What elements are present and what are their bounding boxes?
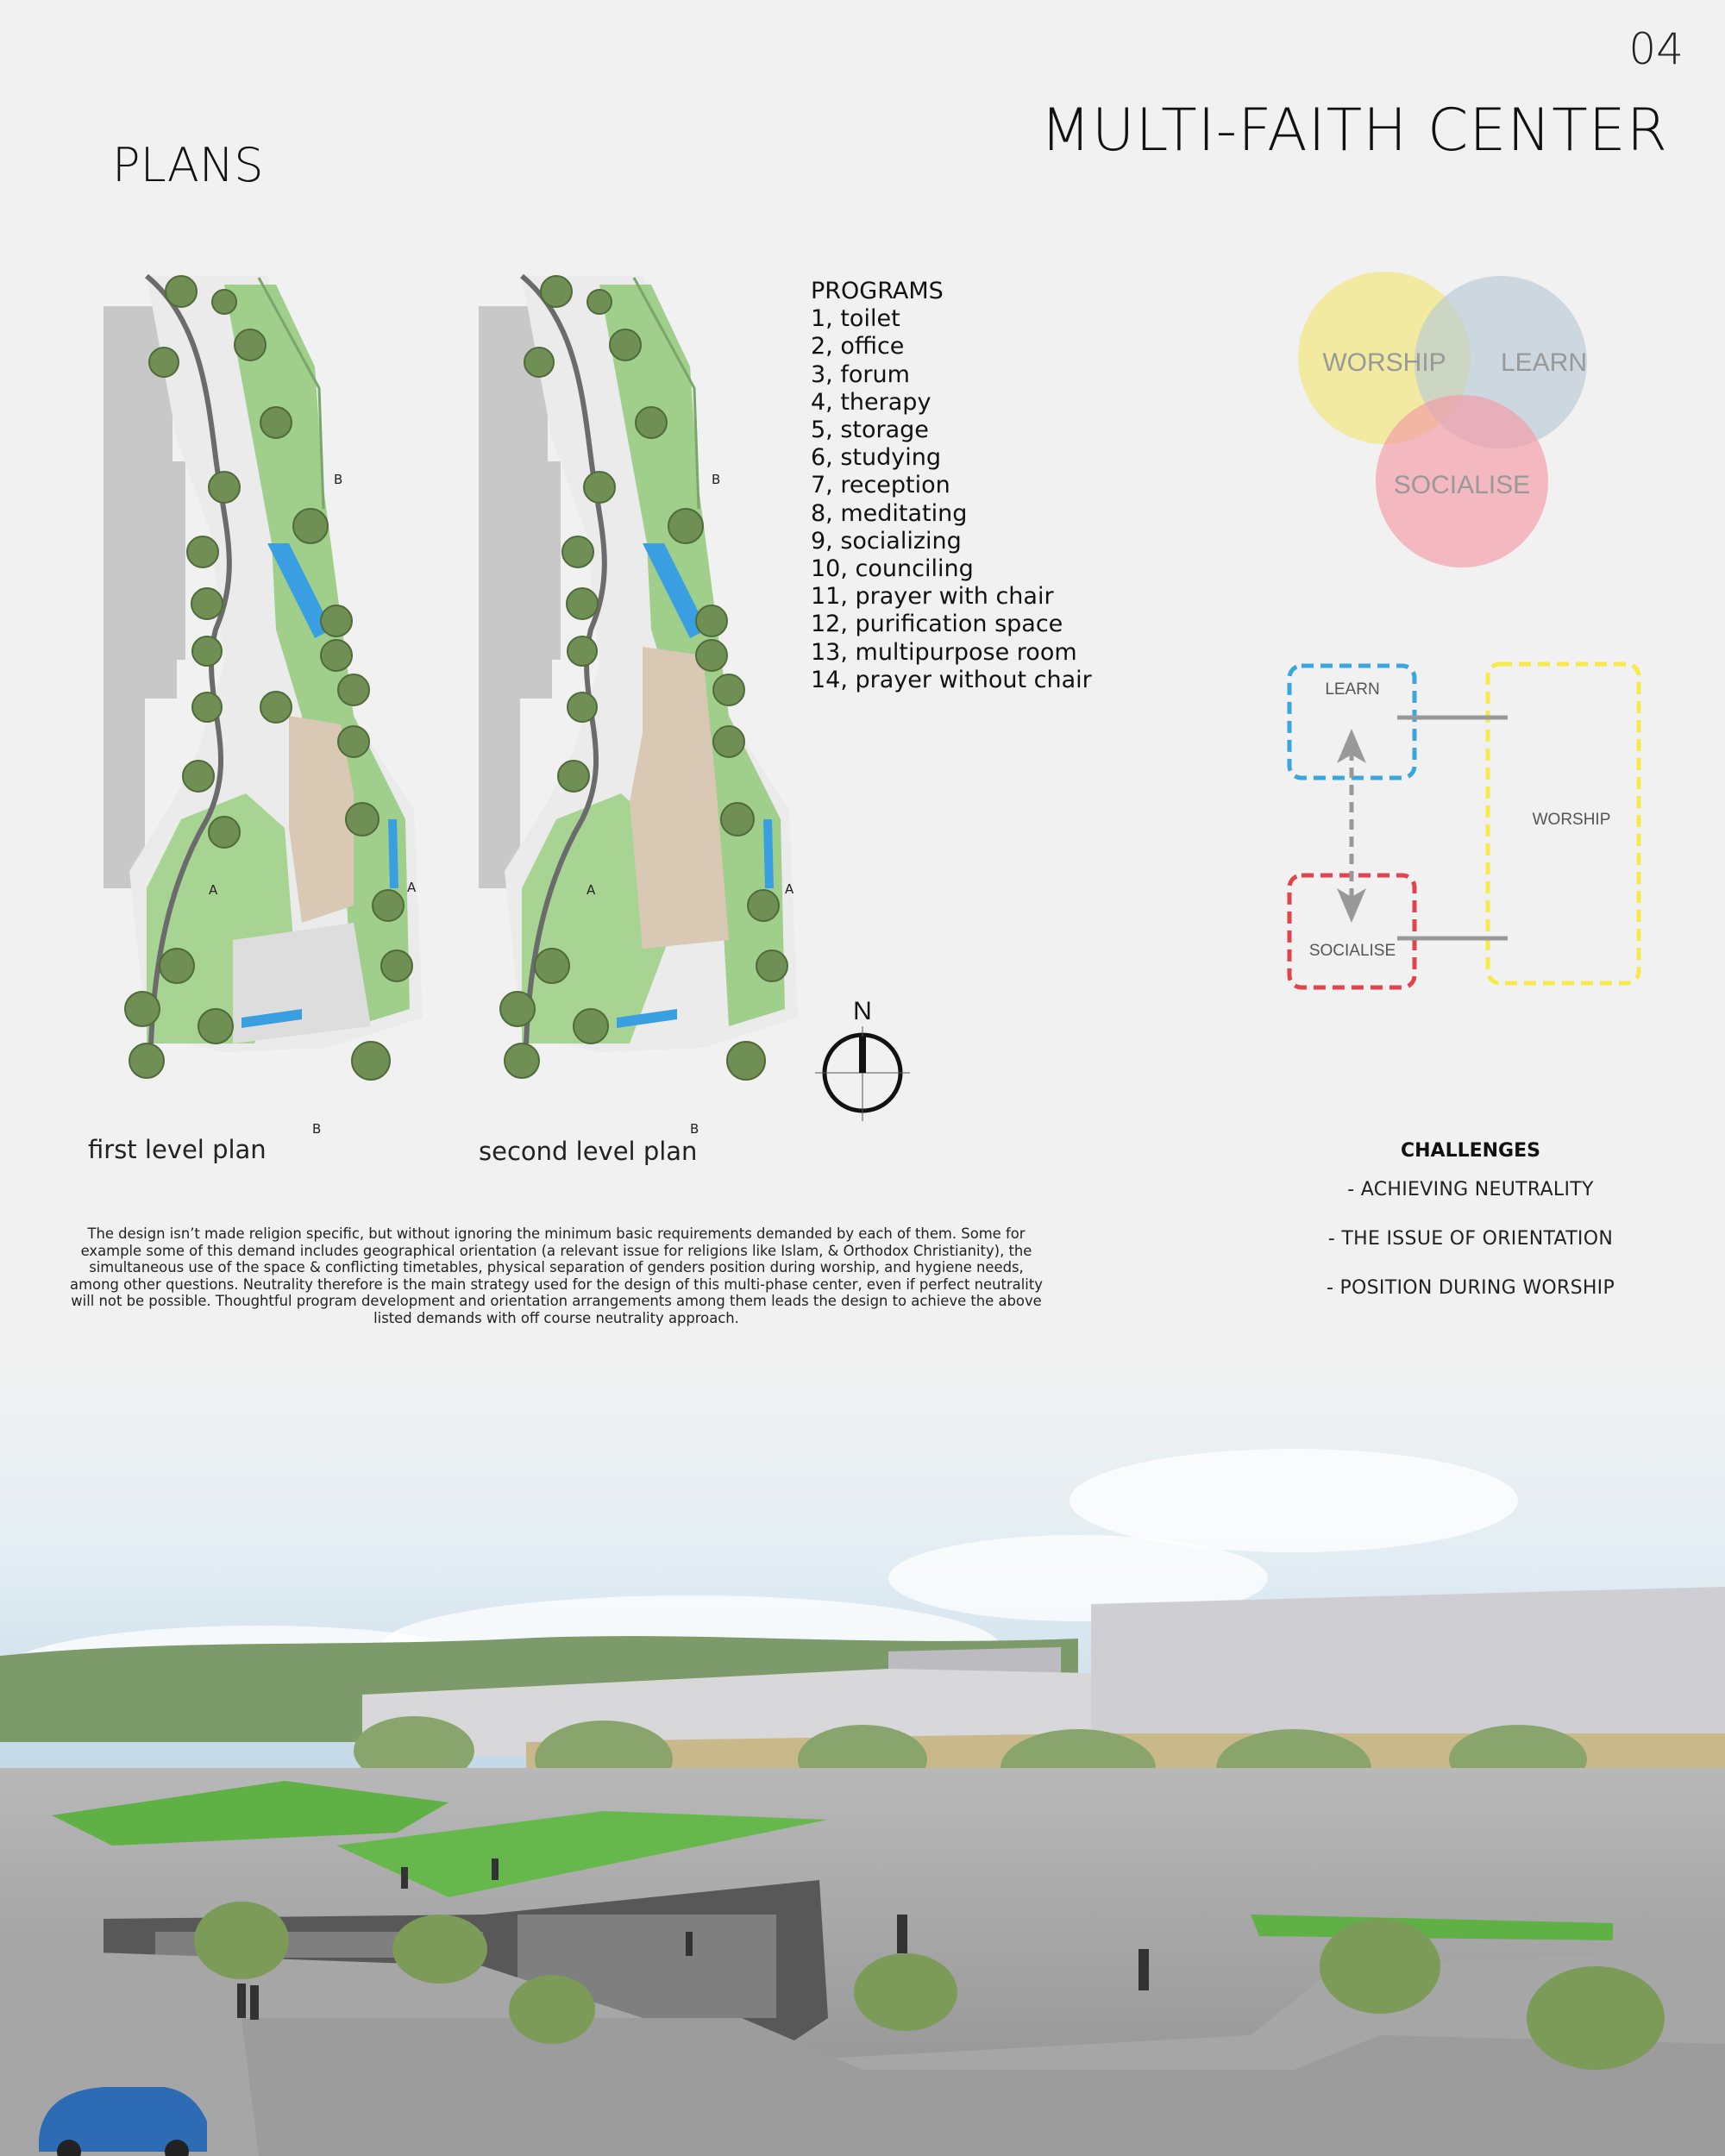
second-level-plan-drawing — [470, 267, 815, 1130]
venn-worship-label: WORSHIP — [1322, 348, 1446, 377]
challenges-title: CHALLENGES — [1401, 1140, 1540, 1162]
north-label: N — [853, 997, 872, 1025]
program-relation-diagram — [1276, 655, 1656, 992]
venn-socialise-label: SOCIALISE — [1393, 471, 1531, 499]
perspective-render-image — [0, 1363, 1725, 2156]
relation-worship-label: WORSHIP — [1532, 811, 1611, 829]
first-level-plan-drawing — [95, 267, 440, 1130]
program-item: 12, purification space — [811, 611, 1063, 638]
section-marker-a: A — [209, 882, 218, 898]
program-item: 11, prayer with chair — [811, 583, 1054, 611]
challenge-item: - POSITION DURING WORSHIP — [1326, 1277, 1615, 1299]
program-venn-diagram — [1294, 267, 1639, 578]
section-marker-a: A — [586, 882, 596, 898]
program-item: 7, reception — [811, 472, 950, 499]
page-title: MULTI-FAITH CENTER — [1040, 97, 1668, 165]
program-item: 8, meditating — [811, 499, 968, 527]
challenge-item: - ACHIEVING NEUTRALITY — [1347, 1179, 1594, 1200]
programs-list — [811, 278, 1092, 694]
second-level-plan-caption: second level plan — [479, 1137, 698, 1166]
section-marker-b: B — [312, 1121, 322, 1137]
north-arrow-icon — [815, 992, 910, 1121]
section-marker-b: B — [334, 472, 343, 487]
program-item: 2, office — [811, 333, 905, 360]
program-item: 6, studying — [811, 444, 941, 472]
section-marker-a: A — [785, 881, 794, 897]
program-item: 3, forum — [811, 360, 910, 388]
program-item: 9, socializing — [811, 527, 962, 555]
program-item: 5, storage — [811, 417, 929, 444]
design-description: The design isn’t made religion specific, but without ignoring the minimum basic requirements demanded by each of them. Some for example some of this demand includes geographical orientation (a relevant issue for religions like Islam, & Orthodox Christianity), the simultaneous use of the space & conflicting timetables, physical separation of genders position during worship, and hygiene needs, among other questions. Neutrality therefore is the main strategy used for the design of this multi-phase center, even if perfect neutrality will not be possible. Thoughtful program development and orientation arrangements among them leads the design to achieve the above listed demands with off course neutrality approach. — [70, 1225, 1043, 1326]
section-marker-a: A — [407, 880, 417, 895]
section-marker-b: B — [690, 1121, 699, 1137]
program-item: 4, therapy — [811, 388, 932, 416]
relation-learn-label: LEARN — [1325, 680, 1380, 699]
program-item: 13, multipurpose room — [811, 638, 1077, 666]
program-item: 14, prayer without chair — [811, 666, 1092, 693]
page-number: 04 — [1628, 24, 1684, 74]
challenges-section — [1294, 1140, 1647, 1326]
relation-socialise-label: SOCIALISE — [1308, 942, 1396, 960]
challenge-item: - THE ISSUE OF ORIENTATION — [1327, 1228, 1614, 1250]
plans-heading: PLANS — [112, 138, 264, 192]
venn-learn-label: LEARN — [1500, 348, 1588, 377]
first-level-plan-caption: first level plan — [88, 1135, 267, 1164]
program-item: 10, counciling — [811, 555, 974, 583]
programs-heading: PROGRAMS — [811, 278, 944, 304]
program-item: 1, toilet — [811, 305, 900, 333]
section-marker-b: B — [712, 472, 721, 487]
